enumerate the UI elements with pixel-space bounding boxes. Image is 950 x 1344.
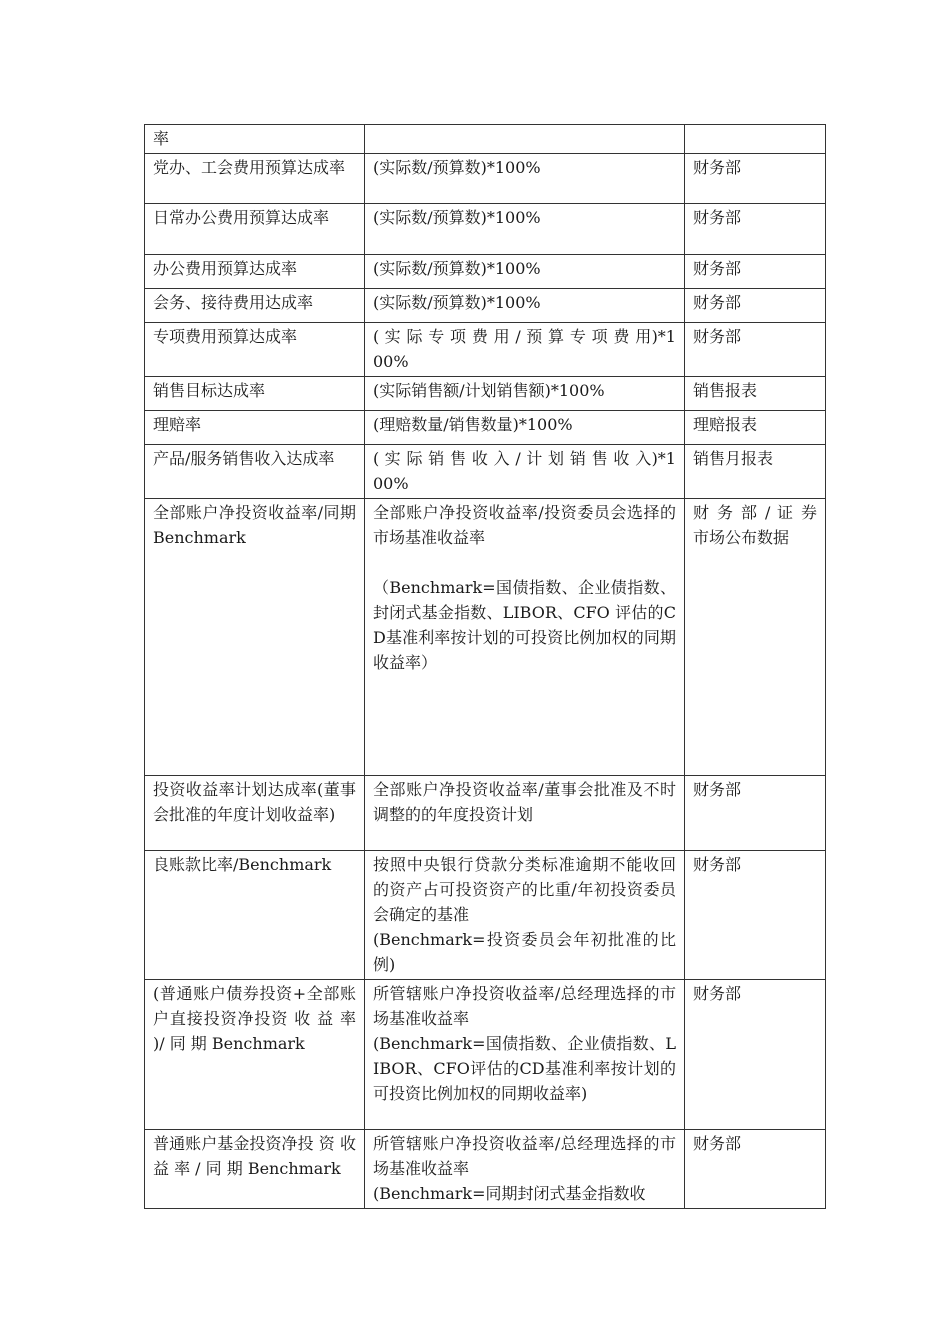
table-row bbox=[145, 154, 826, 204]
formula-cell: ( 实 际 销 售 收 入 / 计 划 销 售 收 入)*100% bbox=[365, 445, 685, 499]
table-row bbox=[145, 776, 826, 851]
indicator-name-cell: (普通账户债券投资+全部账户直接投资净投资 收 益 率 )/ 同 期 Benchmark bbox=[145, 980, 365, 1130]
table-row bbox=[145, 980, 826, 1130]
table-row bbox=[145, 445, 826, 499]
table-row bbox=[145, 377, 826, 411]
formula-cell: (理赔数量/销售数量)*100% bbox=[365, 411, 685, 445]
formula-cell: (实际销售额/计划销售额)*100% bbox=[365, 377, 685, 411]
formula-cell: (实际数/预算数)*100% bbox=[365, 204, 685, 255]
data-source-cell: 财务部 bbox=[685, 154, 826, 204]
formula-text: 所管辖账户净投资收益率/总经理选择的市场基准收益率 bbox=[373, 984, 676, 1028]
data-source-cell: 销售报表 bbox=[685, 377, 826, 411]
indicator-name-cell: 销售目标达成率 bbox=[145, 377, 365, 411]
formula-cell: (实际数/预算数)*100% bbox=[365, 255, 685, 289]
indicator-name-cell: 会务、接待费用达成率 bbox=[145, 289, 365, 323]
data-source-cell: 财 务 部 / 证 券 市场公布数据 bbox=[685, 499, 826, 776]
formula-cell: (实际数/预算数)*100% bbox=[365, 289, 685, 323]
table-row bbox=[145, 289, 826, 323]
indicator-name-cell: 产品/服务销售收入达成率 bbox=[145, 445, 365, 499]
table-row bbox=[145, 323, 826, 377]
data-source-cell bbox=[685, 125, 826, 154]
data-source-cell: 财务部 bbox=[685, 776, 826, 851]
data-source-cell: 财务部 bbox=[685, 851, 826, 980]
table-row bbox=[145, 255, 826, 289]
data-source-cell: 财务部 bbox=[685, 1130, 826, 1209]
formula-cell: 全部账户净投资收益率/董事会批准及不时调整的的年度投资计划 bbox=[365, 776, 685, 851]
benchmark-note: （Benchmark=国债指数、企业债指数、封闭式基金指数、LIBOR、CFO 评估的CD基准利率按计划的可投资比例加权的同期收益率） bbox=[373, 578, 676, 672]
benchmark-note: (Benchmark=同期封闭式基金指数收 bbox=[373, 1184, 646, 1203]
indicator-name-cell: 党办、工会费用预算达成率 bbox=[145, 154, 365, 204]
data-source-cell: 理赔报表 bbox=[685, 411, 826, 445]
table-row bbox=[145, 499, 826, 776]
data-source-cell: 财务部 bbox=[685, 323, 826, 377]
data-source-cell: 财务部 bbox=[685, 289, 826, 323]
indicator-name-cell: 普通账户基金投资净投 资 收 益 率 / 同 期 Benchmark bbox=[145, 1130, 365, 1209]
data-source-cell: 财务部 bbox=[685, 204, 826, 255]
indicator-name-cell: 投资收益率计划达成率(董事会批准的年度计划收益率) bbox=[145, 776, 365, 851]
indicator-name-cell: 办公费用预算达成率 bbox=[145, 255, 365, 289]
indicator-name-cell: 全部账户净投资收益率/同期 Benchmark bbox=[145, 499, 365, 776]
formula-cell bbox=[365, 499, 685, 776]
data-source-cell: 财务部 bbox=[685, 980, 826, 1130]
table-row bbox=[145, 411, 826, 445]
table-row bbox=[145, 851, 826, 980]
formula-cell bbox=[365, 125, 685, 154]
indicator-name-cell: 理赔率 bbox=[145, 411, 365, 445]
indicator-name-cell: 日常办公费用预算达成率 bbox=[145, 204, 365, 255]
formula-text: 全部账户净投资收益率/投资委员会选择的市场基准收益率 bbox=[373, 503, 676, 547]
formula-cell bbox=[365, 851, 685, 980]
formula-text: 所管辖账户净投资收益率/总经理选择的市场基准收益率 bbox=[373, 1134, 676, 1178]
table-row bbox=[145, 1130, 826, 1209]
formula-text: 按照中央银行贷款分类标准逾期不能收回的资产占可投资资产的比重/年初投资委员会确定的基准 bbox=[373, 855, 676, 924]
paragraph-spacer bbox=[373, 550, 676, 575]
indicator-name-cell: 专项费用预算达成率 bbox=[145, 323, 365, 377]
benchmark-note: (Benchmark=投资委员会年初批准的比例) bbox=[373, 930, 676, 974]
table-row bbox=[145, 204, 826, 255]
data-source-cell: 财务部 bbox=[685, 255, 826, 289]
data-source-cell: 销售月报表 bbox=[685, 445, 826, 499]
formula-cell: (实际数/预算数)*100% bbox=[365, 154, 685, 204]
table-row bbox=[145, 125, 826, 154]
indicator-name-cell: 良账款比率/Benchmark bbox=[145, 851, 365, 980]
benchmark-note: (Benchmark=国债指数、企业债指数、LIBOR、CFO评估的CD基准利率按计划的可投资比例加权的同期收益率) bbox=[373, 1034, 676, 1103]
indicator-name-cell: 率 bbox=[145, 125, 365, 154]
formula-cell bbox=[365, 980, 685, 1130]
formula-cell: ( 实 际 专 项 费 用 / 预 算 专 项 费 用)*100% bbox=[365, 323, 685, 377]
formula-cell bbox=[365, 1130, 685, 1209]
kpi-table bbox=[144, 124, 826, 1209]
